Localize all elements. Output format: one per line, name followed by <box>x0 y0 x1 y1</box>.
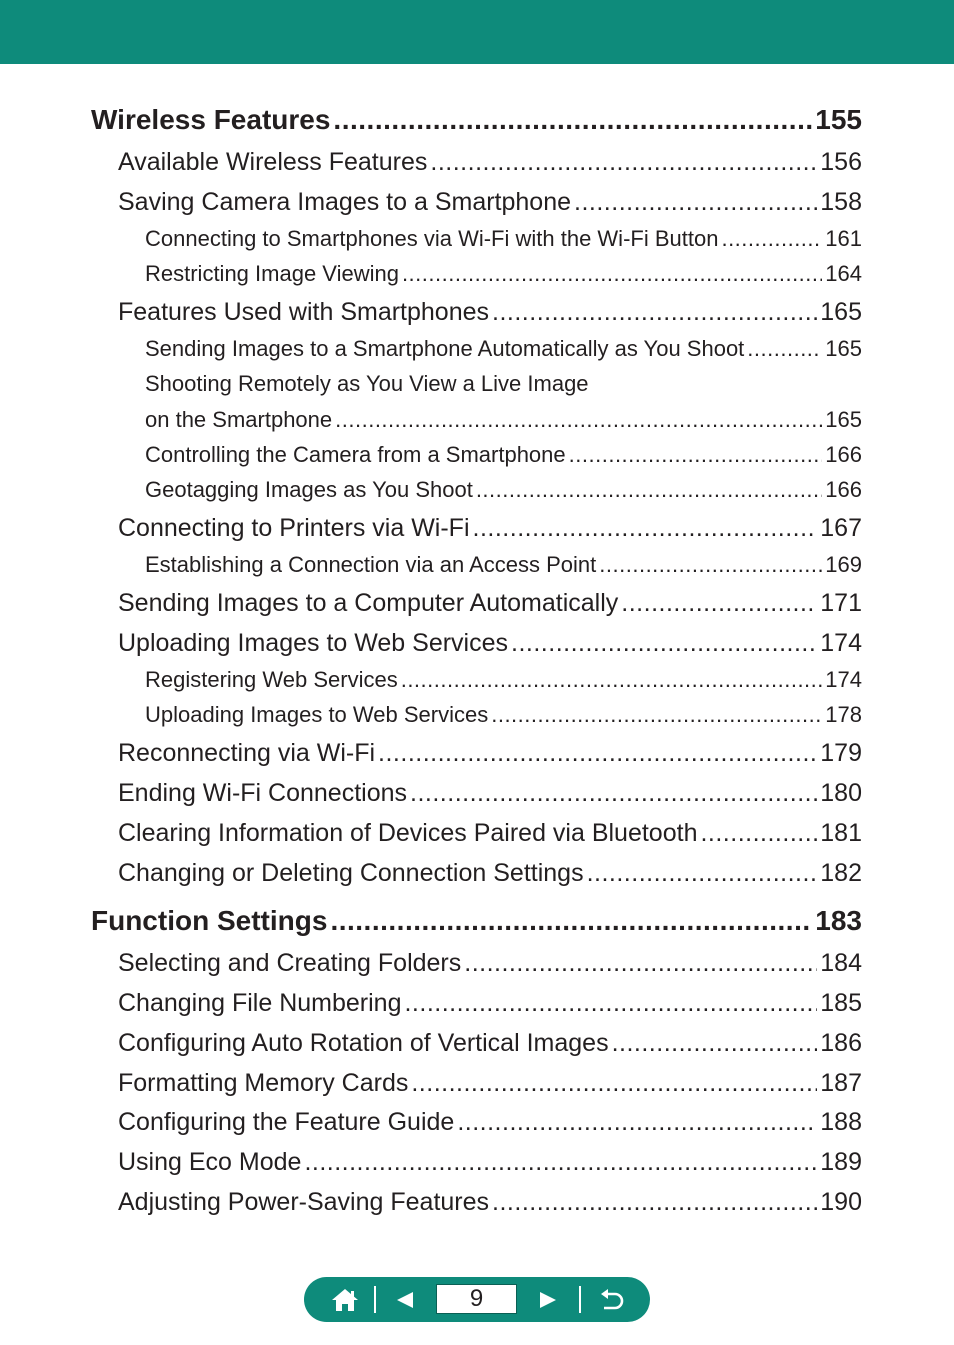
toc-leader <box>410 779 817 808</box>
toc-page: 187 <box>820 1069 862 1097</box>
toc-page: 181 <box>820 819 862 847</box>
toc-entry[interactable] <box>118 589 862 618</box>
toc-leader <box>330 905 812 937</box>
toc-entry[interactable] <box>118 298 862 327</box>
toc-entry[interactable] <box>118 1069 862 1098</box>
return-arrow-icon <box>598 1288 626 1312</box>
toc-title: Connecting to Smartphones via Wi-Fi with the Wi-Fi Button <box>145 226 719 251</box>
toc-entry[interactable] <box>118 1188 862 1217</box>
toc-subentry[interactable] <box>145 702 862 728</box>
toc-leader <box>700 819 817 848</box>
toc-section-wireless-features[interactable] <box>91 104 862 136</box>
toc-title: Function Settings <box>91 905 328 936</box>
toc-entry[interactable] <box>118 779 862 808</box>
toc-page: 155 <box>815 104 862 135</box>
toc-page: 164 <box>825 261 862 286</box>
toc-page: 186 <box>820 1029 862 1057</box>
toc-leader <box>404 989 817 1018</box>
toc-page: 158 <box>820 188 862 216</box>
back-button[interactable] <box>583 1277 641 1322</box>
toc-leader <box>587 859 818 888</box>
toc-title: Geotagging Images as You Shoot <box>145 477 473 502</box>
toc-title: Reconnecting via Wi-Fi <box>118 739 376 767</box>
toc-title: Available Wireless Features <box>118 148 428 176</box>
toc-title: Changing File Numbering <box>118 989 402 1017</box>
previous-page-button[interactable] <box>378 1277 432 1322</box>
toc-title: Connecting to Printers via Wi-Fi <box>118 514 470 542</box>
nav-separator <box>374 1286 376 1313</box>
toc-leader <box>402 261 822 287</box>
toc-title: Saving Camera Images to a Smartphone <box>118 188 572 216</box>
toc-entry[interactable] <box>118 989 862 1018</box>
toc-leader <box>612 1029 818 1058</box>
toc-subentry[interactable] <box>145 226 862 252</box>
toc-page: 165 <box>820 298 862 326</box>
toc-leader <box>599 552 822 578</box>
toc-leader <box>574 188 817 217</box>
toc-title: Controlling the Camera from a Smartphone <box>145 442 566 467</box>
toc-title: Sending Images to a Smartphone Automatically as You Shoot <box>145 336 745 361</box>
toc-subentry[interactable] <box>145 261 862 287</box>
toc-page: 165 <box>825 407 862 432</box>
toc-entry[interactable] <box>118 739 862 768</box>
toc-leader <box>621 589 817 618</box>
toc-leader <box>492 1188 817 1217</box>
toc-page: 166 <box>825 477 862 502</box>
toc-page: 156 <box>820 148 862 176</box>
toc-title: Wireless Features <box>91 104 331 135</box>
toc-leader <box>473 514 818 543</box>
toc-page: 185 <box>820 989 862 1017</box>
toc-leader <box>304 1148 817 1177</box>
toc-subentry[interactable] <box>145 336 862 362</box>
toc-entry[interactable] <box>118 949 862 978</box>
toc-subentry[interactable] <box>145 407 862 433</box>
toc-leader <box>430 148 817 177</box>
toc-subentry-line[interactable]: Shooting Remotely as You View a Live Image <box>145 371 589 396</box>
toc-leader <box>492 298 817 327</box>
toc-page: 183 <box>815 905 862 936</box>
toc-page: 188 <box>820 1108 862 1136</box>
toc-entry[interactable] <box>118 629 862 658</box>
current-page-indicator[interactable]: 9 <box>436 1284 517 1314</box>
toc-leader <box>401 667 823 693</box>
toc-title: Uploading Images to Web Services <box>145 702 489 727</box>
toc-subentry[interactable] <box>145 552 862 578</box>
toc-leader <box>411 1069 817 1098</box>
toc-page: 190 <box>820 1188 862 1216</box>
toc-page: 179 <box>820 739 862 767</box>
toc-leader <box>464 949 817 978</box>
toc-title: Adjusting Power-Saving Features <box>118 1188 490 1216</box>
toc-title: Sending Images to a Computer Automatically <box>118 589 619 617</box>
toc-title: Establishing a Connection via an Access Point <box>145 552 597 577</box>
toc-title: Selecting and Creating Folders <box>118 949 462 977</box>
toc-page: 184 <box>820 949 862 977</box>
toc-page: 166 <box>825 442 862 467</box>
toc-entry[interactable] <box>118 859 862 888</box>
toc-entry[interactable] <box>118 1148 862 1177</box>
toc-leader <box>335 407 822 433</box>
toc-title: Clearing Information of Devices Paired via Bluetooth <box>118 819 698 847</box>
toc-leader <box>721 226 822 252</box>
toc-title: Changing or Deleting Connection Settings <box>118 859 584 887</box>
toc-leader <box>476 477 822 503</box>
toc-subentry[interactable] <box>145 667 862 693</box>
toc-entry[interactable] <box>118 148 862 177</box>
toc-leader <box>491 702 822 728</box>
toc-page: 167 <box>820 514 862 542</box>
toc-entry[interactable] <box>118 1108 862 1137</box>
toc-leader <box>333 104 812 136</box>
header-band <box>0 0 954 64</box>
toc-page: 178 <box>825 702 862 727</box>
toc-page: 171 <box>820 589 862 617</box>
toc-page: 174 <box>825 667 862 692</box>
toc-page: 174 <box>820 629 862 657</box>
toc-section-function-settings[interactable] <box>91 905 862 937</box>
toc-entry[interactable] <box>118 1029 862 1058</box>
toc-entry[interactable] <box>118 188 862 217</box>
toc-leader <box>569 442 823 468</box>
toc-title: Configuring Auto Rotation of Vertical Images <box>118 1029 609 1057</box>
toc-title: Formatting Memory Cards <box>118 1069 409 1097</box>
toc-page: 165 <box>825 336 862 361</box>
toc-entry[interactable] <box>118 819 862 848</box>
toc-title: Using Eco Mode <box>118 1148 302 1176</box>
toc-page: 182 <box>820 859 862 887</box>
toc-entry[interactable] <box>118 514 862 543</box>
toc-leader <box>378 739 817 768</box>
toc-page: 180 <box>820 779 862 807</box>
home-icon <box>330 1287 360 1313</box>
nav-separator <box>579 1286 581 1313</box>
toc-title: Features Used with Smartphones <box>118 298 490 326</box>
toc-title: on the Smartphone <box>145 407 333 432</box>
toc-title: Ending Wi-Fi Connections <box>118 779 408 807</box>
triangle-left-icon <box>394 1290 416 1310</box>
home-button[interactable] <box>316 1277 374 1322</box>
next-page-button[interactable] <box>521 1277 575 1322</box>
triangle-right-icon <box>537 1290 559 1310</box>
toc-title: Uploading Images to Web Services <box>118 629 509 657</box>
page-navigation-bar <box>304 1277 650 1322</box>
toc-leader <box>511 629 817 658</box>
toc-leader <box>747 336 822 362</box>
toc-leader <box>457 1108 817 1137</box>
toc-title: Restricting Image Viewing <box>145 261 399 286</box>
toc-subentry[interactable] <box>145 442 862 468</box>
toc-title: Configuring the Feature Guide <box>118 1108 455 1136</box>
toc-page: 161 <box>825 226 862 251</box>
toc-page: 169 <box>825 552 862 577</box>
toc-subentry[interactable] <box>145 477 862 503</box>
toc-title: Registering Web Services <box>145 667 398 692</box>
toc-page: 189 <box>820 1148 862 1176</box>
